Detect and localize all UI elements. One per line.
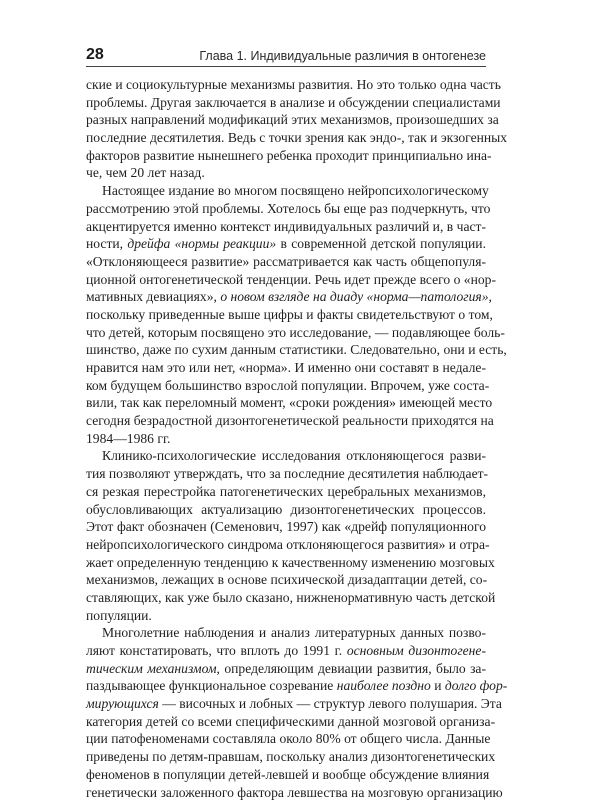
line-text: популяции. xyxy=(86,608,152,623)
line-text: ционной онтогенетической тенденции. Речь идет прежде всего о «нор- xyxy=(86,272,496,287)
line-text: разных направлений модификаций этих механизмов, произошедших за xyxy=(86,112,499,127)
emphasis-text: мирующихся xyxy=(86,696,159,711)
text-line xyxy=(86,394,486,412)
line-text: приведены по детям-правшам, поскольку анализ дизонтогенетических xyxy=(86,749,495,764)
paragraph xyxy=(86,182,486,447)
text-line xyxy=(86,730,486,748)
line-text: нравится нам это или нет, «норма». И именно они составят в недале- xyxy=(86,360,486,375)
line-text: , xyxy=(489,289,492,304)
text-line xyxy=(86,571,486,589)
line-text: «Отклоняющееся развитие» рассматривается как часть общепопуля- xyxy=(86,254,486,269)
emphasis-text: наиболее поздно xyxy=(337,678,431,693)
text-line xyxy=(86,784,486,801)
text-line xyxy=(86,271,486,289)
line-text: вили, так как переломный момент, «сроки рождения» имеющей место xyxy=(86,395,492,410)
body-text xyxy=(86,76,486,801)
paragraph xyxy=(86,447,486,624)
line-text: феноменов в популяции детей-левшей и вообще обсуждение влияния xyxy=(86,767,489,782)
line-text: обусловливающих актуализацию дизонтогенетических процессов. xyxy=(86,502,486,517)
text-line xyxy=(86,182,486,200)
text-line xyxy=(86,218,486,236)
text-line xyxy=(86,501,486,519)
line-text: Этот факт обозначен (Семенович, 1997) как «дрейф популяционного xyxy=(86,519,486,534)
text-line xyxy=(86,377,486,395)
line-text: последние десятилетия. Ведь с точки зрения как эндо-, так и экзогенных xyxy=(86,130,507,145)
text-line xyxy=(86,624,486,642)
emphasis-text: дрейфа «нормы реакции» xyxy=(127,236,276,251)
paragraph xyxy=(86,624,486,801)
line-text: жает определенную тенденцию к качественному изменению мозговых xyxy=(86,555,495,570)
line-text: ся резкая перестройка патогенетических церебральных механизмов, xyxy=(86,484,486,499)
line-text: Клинико-психологические исследования отклоняющегося разви- xyxy=(102,448,486,463)
page-header xyxy=(86,40,486,64)
text-line xyxy=(86,147,486,165)
text-line xyxy=(86,766,486,784)
text-line xyxy=(86,359,486,377)
emphasis-text: долго фор- xyxy=(445,678,507,693)
text-line xyxy=(86,589,486,607)
line-text: , определяющим девиации развития, было за- xyxy=(217,661,486,676)
text-line xyxy=(86,748,486,766)
text-line xyxy=(86,554,486,572)
line-text: акцентируется именно контекст индивидуальных различий и, в част- xyxy=(86,219,486,234)
text-line xyxy=(86,660,486,678)
line-text: ставляющих, как уже было сказано, нижненормативную часть детской xyxy=(86,590,495,605)
text-line xyxy=(86,111,486,129)
text-line xyxy=(86,713,486,731)
line-text: паздывающее функциональное созревание xyxy=(86,678,337,693)
line-text: 1984—1986 гг. xyxy=(86,431,170,446)
text-line xyxy=(86,306,486,324)
text-line xyxy=(86,642,486,660)
text-line xyxy=(86,518,486,536)
emphasis-text: о новом взгляде на диаду «норма—патология» xyxy=(220,289,488,304)
text-line xyxy=(86,324,486,342)
text-line xyxy=(86,465,486,483)
emphasis-text: основным дизонтогене- xyxy=(347,643,486,658)
text-line xyxy=(86,341,486,359)
line-text: ции патофеноменами составляла около 80% от общего числа. Данные xyxy=(86,731,490,746)
line-text: генетически заложенного фактора левшества на мозговую организацию xyxy=(86,785,503,800)
running-title: Глава 1. Индивидуальные различия в онтогенезе xyxy=(199,48,486,64)
text-line xyxy=(86,447,486,465)
page-number: 28 xyxy=(86,46,104,64)
text-line xyxy=(86,607,486,625)
text-line xyxy=(86,695,486,713)
text-line xyxy=(86,235,486,253)
text-line xyxy=(86,76,486,94)
text-line xyxy=(86,483,486,501)
text-line xyxy=(86,677,486,695)
line-text: рассмотрению этой проблемы. Хотелось бы еще раз подчеркнуть, что xyxy=(86,201,490,216)
line-text: мативных девиациях», xyxy=(86,289,220,304)
text-line xyxy=(86,200,486,218)
line-text: ляют констатировать, что вплоть до 1991 г. xyxy=(86,643,347,658)
line-text: нейропсихологического синдрома отклоняющегося развития» и отра- xyxy=(86,537,490,552)
line-text: поскольку приведенные выше цифры и факты свидетельствуют о том, xyxy=(86,307,493,322)
line-text: Настоящее издание во многом посвящено нейропсихологическому xyxy=(102,183,489,198)
line-text: ности, xyxy=(86,236,127,251)
line-text: — височных и лобных — структур левого полушария. Эта xyxy=(159,696,502,711)
line-text: в современной детской популяции. xyxy=(276,236,486,251)
line-text: ские и социокультурные механизмы развития. Но это только одна часть xyxy=(86,77,501,92)
text-line xyxy=(86,94,486,112)
text-line xyxy=(86,288,486,306)
line-text: шинство, даже по сухим данным статистики. Следовательно, они и есть, xyxy=(86,342,507,357)
text-line xyxy=(86,129,486,147)
line-text: Многолетние наблюдения и анализ литературных данных позво- xyxy=(102,625,486,640)
line-text: ком будущем большинство взрослой популяции. Впрочем, уже соста- xyxy=(86,378,489,393)
text-line xyxy=(86,164,486,182)
text-line xyxy=(86,430,486,448)
text-line xyxy=(86,253,486,271)
text-line xyxy=(86,536,486,554)
line-text: механизмов, лежащих в основе психической дизадаптации детей, со- xyxy=(86,572,487,587)
text-line xyxy=(86,412,486,430)
line-text: че, чем 20 лет назад. xyxy=(86,165,205,180)
line-text: категория детей со всеми специфическими данной мозговой организа- xyxy=(86,714,495,729)
paragraph xyxy=(86,76,486,182)
header-rule xyxy=(86,66,486,67)
line-text: что детей, которым посвящено это исследование, — подавляющее боль- xyxy=(86,325,505,340)
emphasis-text: тическим механизмом xyxy=(86,661,217,676)
line-text: проблемы. Другая заключается в анализе и обсуждении специалистами xyxy=(86,95,501,110)
line-text: и xyxy=(431,678,445,693)
line-text: тия позволяют утверждать, что за последние десятилетия наблюдает- xyxy=(86,466,488,481)
line-text: сегодня безрадостной дизонтогенетической реальности приходятся на xyxy=(86,413,494,428)
line-text: факторов развитие нынешнего ребенка проходит принципиально ина- xyxy=(86,148,492,163)
